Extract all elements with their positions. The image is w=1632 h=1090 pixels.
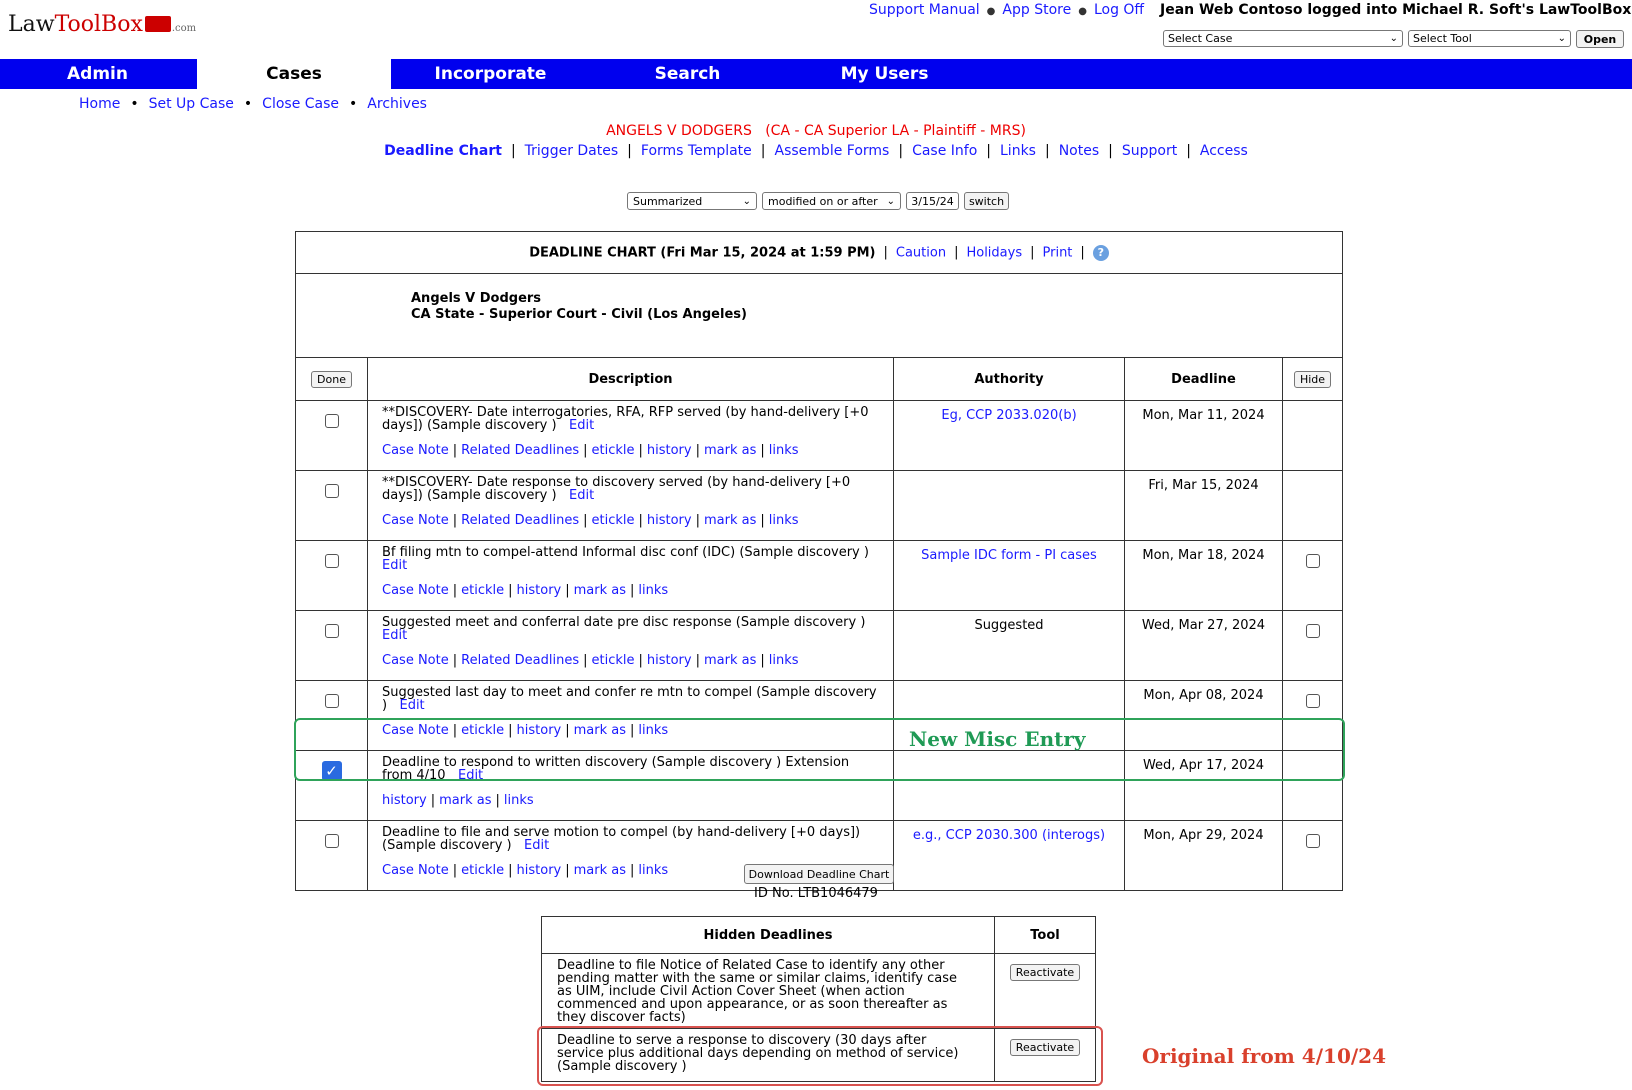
hidden-row bbox=[542, 1029, 1096, 1082]
separator: | bbox=[695, 513, 700, 528]
separator: | bbox=[630, 863, 635, 878]
authority-cell bbox=[894, 401, 1125, 471]
hidden-row bbox=[542, 954, 1096, 1029]
deadline-row bbox=[296, 541, 1343, 611]
action-link[interactable]: links bbox=[638, 583, 669, 598]
chevron-down-icon: ⌄ bbox=[886, 195, 895, 207]
hide-checkbox[interactable] bbox=[1306, 554, 1320, 568]
description-cell bbox=[368, 681, 894, 751]
reactivate-button[interactable]: Reactivate bbox=[1010, 1039, 1080, 1056]
done-checkbox[interactable] bbox=[325, 624, 339, 638]
main-nav bbox=[0, 59, 1632, 89]
hidden-deadline-description: Deadline to serve a response to discovery (30 days after service plus additional days depending on method of service) (Sample discovery ) bbox=[542, 1029, 995, 1082]
case-name: Angels V Dodgers bbox=[411, 291, 542, 306]
deadline-date: Mon, Apr 08, 2024 bbox=[1125, 681, 1283, 751]
authority-cell bbox=[894, 541, 1125, 611]
logged-in-user: Jean Web Contoso logged into Michael R. Soft's LawToolBox bbox=[1160, 2, 1632, 18]
separator: | bbox=[630, 583, 635, 598]
action-link[interactable]: links bbox=[768, 513, 799, 528]
separator: | bbox=[452, 513, 458, 528]
edit-link[interactable]: Edit bbox=[382, 558, 408, 573]
separator: | bbox=[452, 583, 458, 598]
description-cell bbox=[368, 611, 894, 681]
separator: | bbox=[565, 723, 570, 738]
action-link[interactable]: links bbox=[768, 443, 799, 458]
action-link[interactable]: mark as bbox=[703, 443, 757, 458]
action-link[interactable]: Related Deadlines bbox=[461, 653, 580, 668]
action-link[interactable]: history bbox=[382, 793, 427, 808]
bullet-icon: ● bbox=[986, 6, 996, 17]
court-name: CA State - Superior Court - Civil (Los Angeles) bbox=[411, 307, 747, 322]
select-case-value: Select Case bbox=[1168, 32, 1233, 45]
action-link[interactable]: Related Deadlines bbox=[461, 443, 580, 458]
description-cell bbox=[368, 751, 894, 821]
subnav-set-up-case[interactable]: Set Up Case bbox=[148, 96, 234, 112]
action-link[interactable]: history bbox=[516, 863, 562, 878]
tab-incorporate[interactable]: Incorporate bbox=[434, 64, 547, 84]
action-link[interactable]: mark as bbox=[573, 583, 626, 598]
done-checkbox[interactable] bbox=[325, 834, 339, 848]
action-link[interactable]: Case Note bbox=[382, 513, 449, 528]
checkmark-icon: ✓ bbox=[325, 762, 338, 780]
tab-cases[interactable]: Cases bbox=[197, 59, 391, 89]
deadline-date: Fri, Mar 15, 2024 bbox=[1125, 471, 1283, 541]
authority-cell bbox=[894, 821, 1125, 891]
hidden-tool-cell bbox=[995, 1029, 1096, 1082]
row-actions bbox=[382, 514, 883, 527]
case-tab-forms-template[interactable]: Forms Template bbox=[640, 143, 752, 159]
action-link[interactable]: links bbox=[503, 793, 534, 808]
deadline-date: Wed, Mar 27, 2024 bbox=[1125, 611, 1283, 681]
action-link[interactable]: mark as bbox=[573, 863, 626, 878]
top-links bbox=[869, 2, 1144, 18]
bullet-icon: • bbox=[243, 96, 253, 112]
action-link[interactable]: links bbox=[638, 723, 669, 738]
authority-text: Suggested bbox=[974, 618, 1044, 633]
logo-text-law: Law bbox=[8, 12, 55, 37]
authority-column-header: Authority bbox=[894, 358, 1125, 401]
action-link[interactable]: etickle bbox=[461, 723, 505, 738]
case-heading-cell bbox=[296, 274, 1343, 358]
authority-link[interactable]: Eg, CCP 2033.020(b) bbox=[941, 408, 1077, 423]
description-cell bbox=[368, 471, 894, 541]
date-filter-input[interactable]: 3/15/24 bbox=[906, 192, 959, 210]
done-checkbox[interactable] bbox=[322, 761, 342, 781]
original-annotation: Original from 4/10/24 bbox=[1142, 1044, 1386, 1068]
hide-checkbox[interactable] bbox=[1306, 624, 1320, 638]
separator: | bbox=[638, 513, 643, 528]
hide-cell bbox=[1283, 471, 1343, 541]
deadline-description: Deadline to file and serve motion to compel (by hand-delivery [+0 days]) (Sample discovery ) bbox=[382, 825, 861, 853]
action-link[interactable]: mark as bbox=[439, 793, 492, 808]
done-button[interactable]: Done bbox=[311, 371, 352, 388]
hidden-deadline-description: Deadline to file Notice of Related Case to identify any other pending matter with the same or similar claims, identify case as UIM, include Civil Action Cover Sheet (when action commenced and upon appearance, or as soon thereafter as they discover facts) bbox=[542, 954, 995, 1029]
edit-link[interactable]: Edit bbox=[382, 628, 408, 643]
separator: | bbox=[430, 793, 436, 808]
hide-cell bbox=[1283, 821, 1343, 891]
separator: | bbox=[583, 443, 588, 458]
description-cell bbox=[368, 401, 894, 471]
deadline-chart-table bbox=[295, 231, 1343, 891]
id-number: ID No. LTB1046479 bbox=[754, 886, 878, 901]
edit-link[interactable]: Edit bbox=[457, 768, 484, 783]
authority-link[interactable]: Sample IDC form - PI cases bbox=[921, 548, 1097, 563]
action-link[interactable]: Related Deadlines bbox=[461, 513, 580, 528]
select-case-dropdown[interactable] bbox=[1163, 30, 1403, 47]
action-link[interactable]: history bbox=[516, 723, 562, 738]
separator: | bbox=[583, 653, 588, 668]
modified-filter-select[interactable] bbox=[762, 192, 901, 210]
separator: | bbox=[508, 723, 513, 738]
separator: | bbox=[760, 513, 765, 528]
deadline-row bbox=[296, 681, 1343, 751]
case-tab-deadline-chart[interactable]: Deadline Chart bbox=[384, 143, 502, 159]
separator: | bbox=[583, 513, 588, 528]
chart-header-title: DEADLINE CHART (Fri Mar 15, 2024 at 1:59 PM) bbox=[529, 245, 876, 260]
hide-cell bbox=[1283, 681, 1343, 751]
action-link[interactable]: etickle bbox=[591, 513, 635, 528]
done-column-header bbox=[296, 358, 368, 401]
hidden-deadlines-header: Hidden Deadlines bbox=[542, 917, 995, 954]
done-cell bbox=[296, 821, 368, 891]
separator: | bbox=[452, 863, 458, 878]
chevron-down-icon: ⌄ bbox=[1557, 33, 1566, 44]
action-link[interactable]: mark as bbox=[703, 653, 757, 668]
chart-header-cell: DEADLINE CHART (Fri Mar 15, 2024 at 1:59 PM) | Caution | Holidays | Print | ? bbox=[296, 232, 1343, 274]
hide-cell bbox=[1283, 611, 1343, 681]
action-link[interactable]: history bbox=[646, 653, 692, 668]
separator: | bbox=[495, 793, 500, 808]
select-tool-value: Select Tool bbox=[1413, 32, 1472, 45]
tab-search[interactable]: Search bbox=[654, 64, 721, 84]
case-tabs: Deadline Chart | Trigger Dates | Forms Template | Assemble Forms | Case Info | Links | Notes | Support | Access bbox=[384, 143, 1248, 159]
case-tab-access[interactable]: Access bbox=[1199, 143, 1248, 159]
action-link[interactable]: Case Note bbox=[382, 653, 449, 668]
support-manual-link[interactable]: Support Manual bbox=[869, 2, 980, 18]
view-mode-select[interactable] bbox=[627, 192, 757, 210]
hidden-deadlines-table bbox=[541, 916, 1096, 1082]
reactivate-button[interactable]: Reactivate bbox=[1010, 964, 1080, 981]
hide-cell bbox=[1283, 541, 1343, 611]
done-checkbox[interactable] bbox=[325, 414, 339, 428]
row-actions bbox=[382, 654, 883, 667]
new-misc-entry-annotation: New Misc Entry bbox=[909, 727, 1086, 751]
logo-suffix: .com bbox=[171, 23, 197, 34]
tab-admin[interactable]: Admin bbox=[67, 64, 128, 84]
row-actions bbox=[382, 584, 883, 597]
case-tab-notes[interactable]: Notes bbox=[1058, 143, 1100, 159]
deadline-date: Mon, Mar 11, 2024 bbox=[1125, 401, 1283, 471]
deadline-description: Deadline to respond to written discovery (Sample discovery ) Extension from 4/10 bbox=[382, 755, 850, 783]
select-tool-dropdown[interactable] bbox=[1408, 30, 1571, 47]
separator: | bbox=[565, 863, 570, 878]
deadline-description: Suggested meet and conferral date pre disc response (Sample discovery ) bbox=[382, 615, 866, 630]
deadline-row bbox=[296, 401, 1343, 471]
done-cell bbox=[296, 681, 368, 751]
case-title: ANGELS V DODGERS (CA - CA Superior LA - Plaintiff - MRS) bbox=[606, 123, 1026, 139]
separator: | bbox=[508, 583, 513, 598]
hide-button[interactable]: Hide bbox=[1294, 371, 1331, 388]
edit-link[interactable]: Edit bbox=[569, 418, 595, 433]
deadline-column-header: Deadline bbox=[1125, 358, 1283, 401]
action-link[interactable]: history bbox=[516, 583, 562, 598]
authority-cell bbox=[894, 751, 1125, 821]
action-link[interactable]: etickle bbox=[461, 863, 505, 878]
print-link[interactable]: Print bbox=[1042, 245, 1073, 260]
edit-link[interactable]: Edit bbox=[399, 698, 425, 713]
bullet-icon: • bbox=[349, 96, 358, 112]
action-link[interactable]: history bbox=[646, 513, 692, 528]
bullet-icon: ● bbox=[1078, 6, 1087, 17]
action-link[interactable]: Case Note bbox=[382, 863, 449, 878]
subnav-close-case[interactable]: Close Case bbox=[262, 96, 340, 112]
edit-link[interactable]: Edit bbox=[524, 838, 550, 853]
deadline-date: Wed, Apr 17, 2024 bbox=[1125, 751, 1283, 821]
action-link[interactable]: history bbox=[646, 443, 692, 458]
deadline-row bbox=[296, 611, 1343, 681]
authority-cell bbox=[894, 471, 1125, 541]
hide-column-header bbox=[1283, 358, 1343, 401]
row-actions bbox=[382, 444, 883, 457]
done-cell bbox=[296, 611, 368, 681]
separator: | bbox=[452, 653, 458, 668]
separator: | bbox=[638, 443, 643, 458]
caution-link[interactable]: Caution bbox=[895, 245, 947, 260]
log-off-link[interactable]: Log Off bbox=[1093, 2, 1145, 18]
cases-subnav bbox=[79, 96, 427, 112]
done-checkbox[interactable] bbox=[325, 484, 339, 498]
deadline-description: **DISCOVERY- Date response to discovery served (by hand-delivery [+0 days]) (Sample discovery ) bbox=[382, 475, 851, 503]
modified-filter-value: modified on or after bbox=[768, 194, 878, 208]
action-link[interactable]: mark as bbox=[573, 723, 626, 738]
subnav-archives[interactable]: Archives bbox=[367, 96, 427, 112]
done-cell bbox=[296, 751, 368, 821]
chevron-down-icon: ⌄ bbox=[1389, 33, 1398, 44]
case-tab-trigger-dates[interactable]: Trigger Dates bbox=[524, 143, 619, 159]
chart-header-row bbox=[296, 232, 1343, 274]
deadline-description: **DISCOVERY- Date interrogatories, RFA, RFP served (by hand-delivery [+0 days]) (Sample discovery ) bbox=[382, 405, 869, 433]
separator: | bbox=[695, 443, 700, 458]
separator: | bbox=[452, 443, 458, 458]
deadline-row bbox=[296, 751, 1343, 821]
action-link[interactable]: links bbox=[768, 653, 799, 668]
row-actions bbox=[382, 794, 883, 807]
chevron-down-icon: ⌄ bbox=[742, 195, 751, 207]
done-cell bbox=[296, 541, 368, 611]
toolbox-icon bbox=[145, 16, 171, 32]
authority-link[interactable]: e.g., CCP 2030.300 (interogs) bbox=[912, 828, 1106, 843]
action-link[interactable]: Case Note bbox=[382, 583, 449, 598]
app-store-link[interactable]: App Store bbox=[1002, 2, 1072, 18]
done-checkbox[interactable] bbox=[325, 694, 339, 708]
switch-button[interactable]: switch bbox=[964, 192, 1009, 210]
subnav-home[interactable]: Home bbox=[79, 96, 121, 112]
hide-checkbox[interactable] bbox=[1306, 694, 1320, 708]
description-cell bbox=[368, 541, 894, 611]
authority-cell bbox=[894, 611, 1125, 681]
row-actions bbox=[382, 724, 883, 737]
separator: | bbox=[630, 723, 635, 738]
case-tab-support[interactable]: Support bbox=[1121, 143, 1178, 159]
case-heading-row bbox=[296, 274, 1343, 358]
done-cell bbox=[296, 471, 368, 541]
action-link[interactable]: etickle bbox=[591, 443, 635, 458]
hide-checkbox[interactable] bbox=[1306, 834, 1320, 848]
separator: | bbox=[695, 653, 700, 668]
deadline-row bbox=[296, 471, 1343, 541]
separator: | bbox=[760, 653, 765, 668]
tab-my-users[interactable]: My Users bbox=[840, 64, 929, 84]
hidden-tool-cell bbox=[995, 954, 1096, 1029]
lawtoolbox-logo[interactable] bbox=[8, 12, 196, 37]
edit-link[interactable]: Edit bbox=[569, 488, 595, 503]
hide-cell bbox=[1283, 751, 1343, 821]
column-header-row bbox=[296, 358, 1343, 401]
hide-cell bbox=[1283, 401, 1343, 471]
action-link[interactable]: etickle bbox=[591, 653, 635, 668]
logo-text-toolbox: ToolBox bbox=[54, 12, 143, 37]
view-mode-value: Summarized bbox=[633, 194, 703, 208]
separator: | bbox=[452, 723, 458, 738]
action-link[interactable]: mark as bbox=[703, 513, 757, 528]
action-link[interactable]: links bbox=[638, 863, 669, 878]
done-cell bbox=[296, 401, 368, 471]
hidden-header-row bbox=[542, 917, 1096, 954]
case-tab-links[interactable]: Links bbox=[1000, 143, 1036, 159]
action-link[interactable]: etickle bbox=[461, 583, 505, 598]
separator: | bbox=[760, 443, 765, 458]
separator: | bbox=[565, 583, 570, 598]
action-link[interactable]: Case Note bbox=[382, 443, 449, 458]
holidays-link[interactable]: Holidays bbox=[966, 245, 1023, 260]
separator: | bbox=[508, 863, 513, 878]
help-icon[interactable]: ? bbox=[1093, 245, 1109, 261]
done-checkbox[interactable] bbox=[325, 554, 339, 568]
deadline-description: Suggested last day to meet and confer re mtn to compel (Sample discovery ) bbox=[382, 685, 877, 713]
deadline-description: Bf filing mtn to compel-attend Informal disc conf (IDC) (Sample discovery ) bbox=[382, 545, 869, 560]
case-tab-case-info[interactable]: Case Info bbox=[912, 143, 978, 159]
open-button[interactable]: Open bbox=[1576, 30, 1624, 48]
description-column-header: Description bbox=[368, 358, 894, 401]
case-tab-assemble-forms[interactable]: Assemble Forms bbox=[774, 143, 890, 159]
separator: | bbox=[638, 653, 643, 668]
bullet-icon: • bbox=[130, 96, 139, 112]
action-link[interactable]: Case Note bbox=[382, 723, 449, 738]
download-deadline-chart-button[interactable]: Download Deadline Chart bbox=[744, 864, 894, 884]
deadline-date: Mon, Mar 18, 2024 bbox=[1125, 541, 1283, 611]
tool-header: Tool bbox=[995, 917, 1096, 954]
deadline-date: Mon, Apr 29, 2024 bbox=[1125, 821, 1283, 891]
